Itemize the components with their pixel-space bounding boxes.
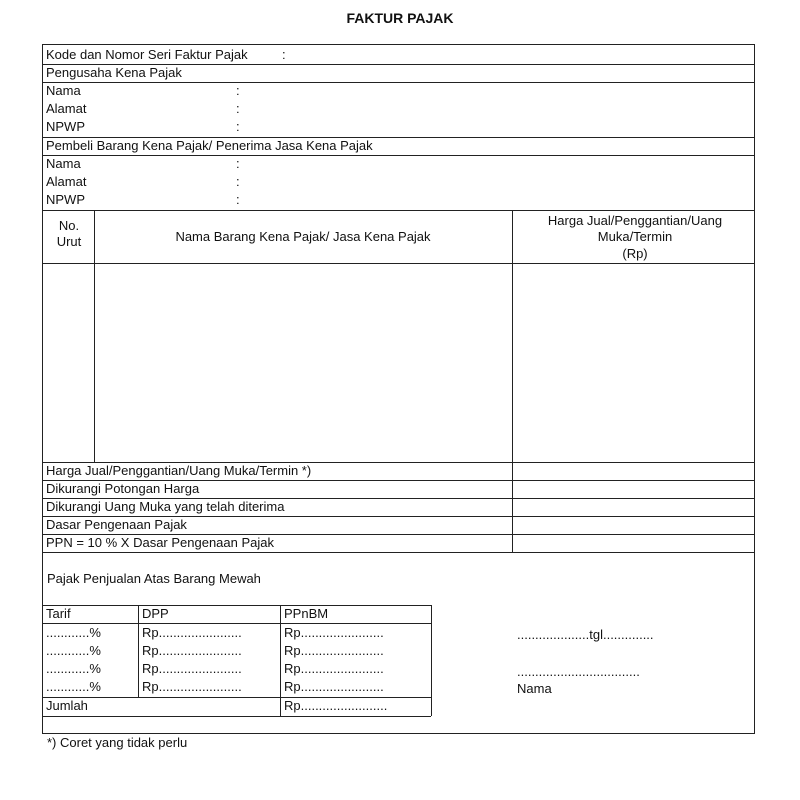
summary-harga-jual: Harga Jual/Penggantian/Uang Muka/Termin *) <box>46 463 312 478</box>
ppnbm-tarif-1: ............% <box>46 625 101 640</box>
ppnbm-col-divider <box>138 605 139 697</box>
ppnbm-jumlah-label: Jumlah <box>46 698 88 713</box>
ppnbm-col-divider <box>280 605 281 716</box>
ppnbm-dpp-1: Rp....................... <box>142 625 242 640</box>
ppnbm-col-tarif: Tarif <box>46 606 71 621</box>
buyer-nama-colon: : <box>236 156 240 171</box>
col-harga-jual: Harga Jual/Penggantian/Uang Muka/Termin <box>547 213 723 244</box>
ppnbm-tarif-2: ............% <box>46 643 101 658</box>
signature-nama: Nama <box>517 681 552 696</box>
ppnbm-table-border <box>42 605 431 606</box>
column-divider <box>94 210 95 462</box>
ppnbm-dpp-4: Rp....................... <box>142 679 242 694</box>
summary-potongan: Dikurangi Potongan Harga <box>46 481 200 496</box>
ppnbm-col-dpp: DPP <box>142 606 169 621</box>
seller-alamat-label: Alamat <box>46 101 87 116</box>
column-divider <box>512 210 513 552</box>
ppnbm-heading: Pajak Penjualan Atas Barang Mewah <box>47 571 261 586</box>
divider <box>42 263 755 264</box>
summary-uang-muka: Dikurangi Uang Muka yang telah diterima <box>46 499 285 514</box>
ppnbm-amount-4: Rp....................... <box>284 679 384 694</box>
seller-alamat-colon: : <box>236 101 240 116</box>
pembeli-label: Pembeli Barang Kena Pajak/ Penerima Jasa Kena Pajak <box>46 138 373 153</box>
divider <box>42 155 755 156</box>
divider <box>42 552 755 553</box>
ppnbm-jumlah-amount: Rp........................ <box>284 698 388 713</box>
signature-date-line: ....................tgl.............. <box>517 627 654 642</box>
ppnbm-amount-2: Rp....................... <box>284 643 384 658</box>
seller-nama-colon: : <box>236 83 240 98</box>
divider <box>42 82 755 83</box>
pkp-label: Pengusaha Kena Pajak <box>46 65 182 80</box>
col-harga-unit: (Rp) <box>622 246 648 261</box>
buyer-npwp-colon: : <box>236 192 240 207</box>
buyer-alamat-colon: : <box>236 174 240 189</box>
ppnbm-table-border <box>42 716 431 717</box>
document-title: FAKTUR PAJAK <box>346 10 454 26</box>
buyer-nama-label: Nama <box>46 156 81 171</box>
ppnbm-dpp-2: Rp....................... <box>142 643 242 658</box>
buyer-npwp-label: NPWP <box>46 192 85 207</box>
signature-line: .................................. <box>517 664 640 679</box>
ppnbm-tarif-4: ............% <box>46 679 101 694</box>
summary-ppn: PPN = 10 % X Dasar Pengenaan Pajak <box>46 535 275 550</box>
ppnbm-table-border <box>42 623 431 624</box>
summary-dpp: Dasar Pengenaan Pajak <box>46 517 187 532</box>
kode-label: Kode dan Nomor Seri Faktur Pajak <box>46 47 248 62</box>
divider <box>42 210 755 211</box>
ppnbm-col-ppnbm: PPnBM <box>284 606 329 621</box>
kode-colon: : <box>282 47 286 62</box>
ppnbm-amount-1: Rp....................... <box>284 625 384 640</box>
footnote: *) Coret yang tidak perlu <box>47 735 188 750</box>
ppnbm-col-divider <box>431 605 432 716</box>
col-no-urut: No. Urut <box>56 218 82 249</box>
seller-nama-label: Nama <box>46 83 81 98</box>
ppnbm-amount-3: Rp....................... <box>284 661 384 676</box>
ppnbm-tarif-3: ............% <box>46 661 101 676</box>
seller-npwp-colon: : <box>236 119 240 134</box>
seller-npwp-label: NPWP <box>46 119 85 134</box>
buyer-alamat-label: Alamat <box>46 174 87 189</box>
ppnbm-dpp-3: Rp....................... <box>142 661 242 676</box>
col-nama-barang: Nama Barang Kena Pajak/ Jasa Kena Pajak <box>175 229 431 244</box>
